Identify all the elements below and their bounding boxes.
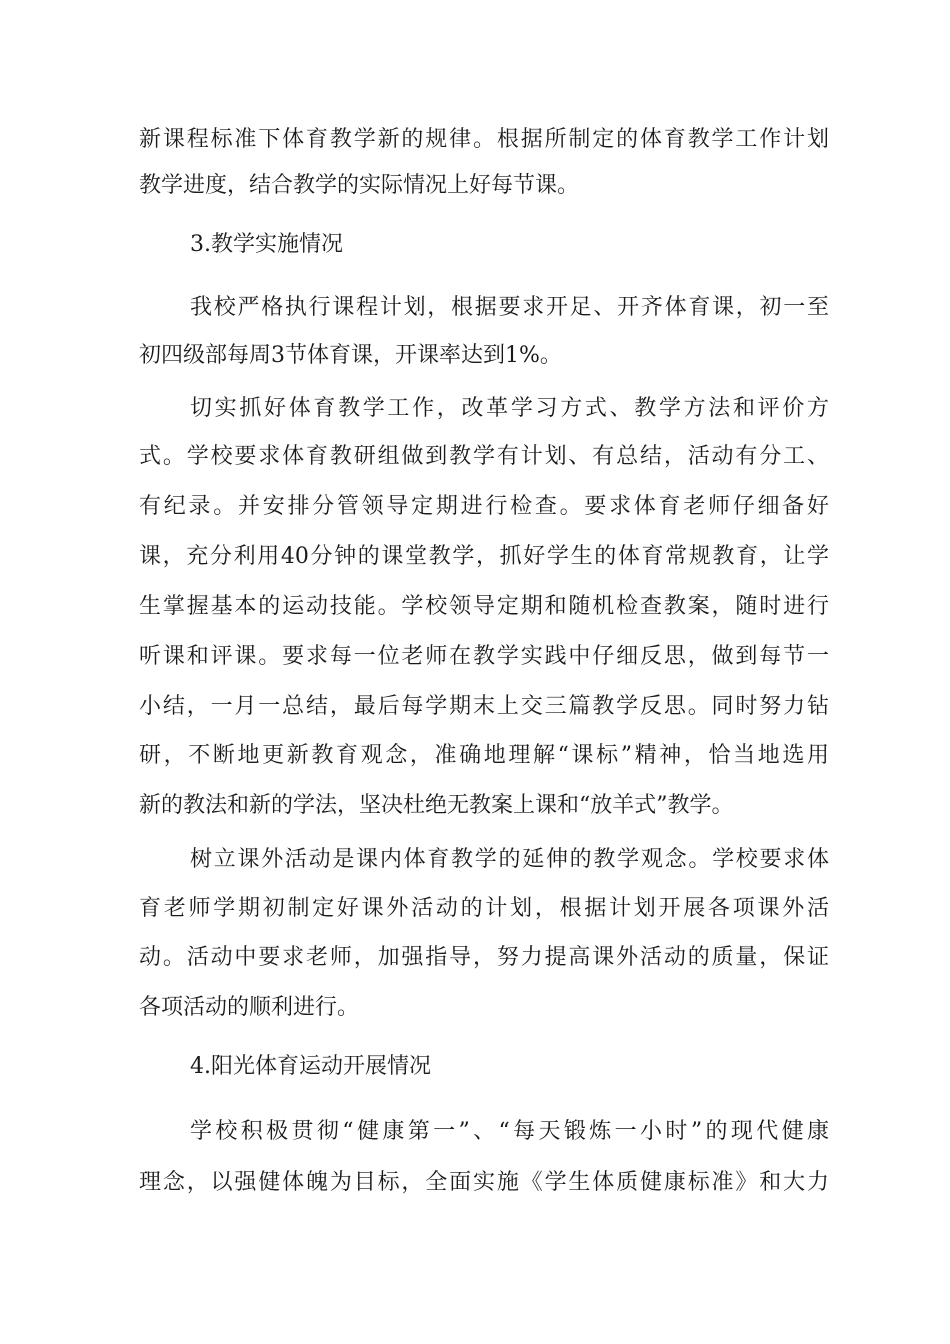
body-text-line: 育老师学期初制定好课外活动的计划，根据计划开展各项课外活 bbox=[139, 896, 829, 921]
body-text-line: 式。学校要求体育教研组做到教学有计划、有总结，活动有分工、 bbox=[139, 444, 829, 469]
body-text-line: 听课和评课。要求每一位老师在教学实践中仔细反思，做到每节一 bbox=[139, 644, 829, 669]
body-text-line: 各项活动的顺利进行。 bbox=[139, 995, 360, 1020]
body-text-line: 切实抓好体育教学工作，改革学习方式、教学方法和评价方 bbox=[190, 396, 829, 421]
body-text-line: 教学进度，结合教学的实际情况上好每节课。 bbox=[139, 173, 580, 198]
body-text-line: 学校积极贯彻“健康第一”、“每天锻炼一小时”的现代健康 bbox=[190, 1119, 829, 1144]
body-text-line: 研，不断地更新教育观念，准确地理解“课标”精神，恰当地选用 bbox=[139, 743, 829, 768]
body-text-line: 初四级部每周3节体育课，开课率达到1%。 bbox=[139, 343, 562, 368]
body-text-line: 有纪录。并安排分管领导定期进行检查。要求体育老师仔细备好 bbox=[139, 494, 829, 519]
body-text-line: 我校严格执行课程计划，根据要求开足、开齐体育课，初一至 bbox=[190, 295, 829, 320]
body-text-line: 生掌握基本的运动技能。学校领导定期和随机检查教案，随时进行 bbox=[139, 594, 829, 619]
body-text-line: 理念，以强健体魄为目标，全面实施《学生体质健康标准》和大力 bbox=[139, 1170, 829, 1195]
body-text-line: 树立课外活动是课内体育教学的延伸的教学观念。学校要求体 bbox=[190, 847, 829, 872]
section-heading-4: 4.阳光体育运动开展情况 bbox=[190, 1054, 431, 1079]
body-text-line: 小结，一月一总结，最后每学期末上交三篇教学反思。同时努力钻 bbox=[139, 694, 829, 719]
body-text-line: 新课程标准下体育教学新的规律。根据所制定的体育教学工作计划 bbox=[139, 127, 829, 152]
section-heading-3: 3.教学实施情况 bbox=[190, 232, 343, 257]
body-text-line: 课，充分利用40分钟的课堂教学，抓好学生的体育常规教育，让学 bbox=[139, 544, 829, 569]
body-text-line: 动。活动中要求老师，加强指导，努力提高课外活动的质量，保证 bbox=[139, 945, 829, 970]
body-text-line: 新的教法和新的学法，坚决杜绝无教案上课和“放羊式”教学。 bbox=[139, 793, 734, 818]
